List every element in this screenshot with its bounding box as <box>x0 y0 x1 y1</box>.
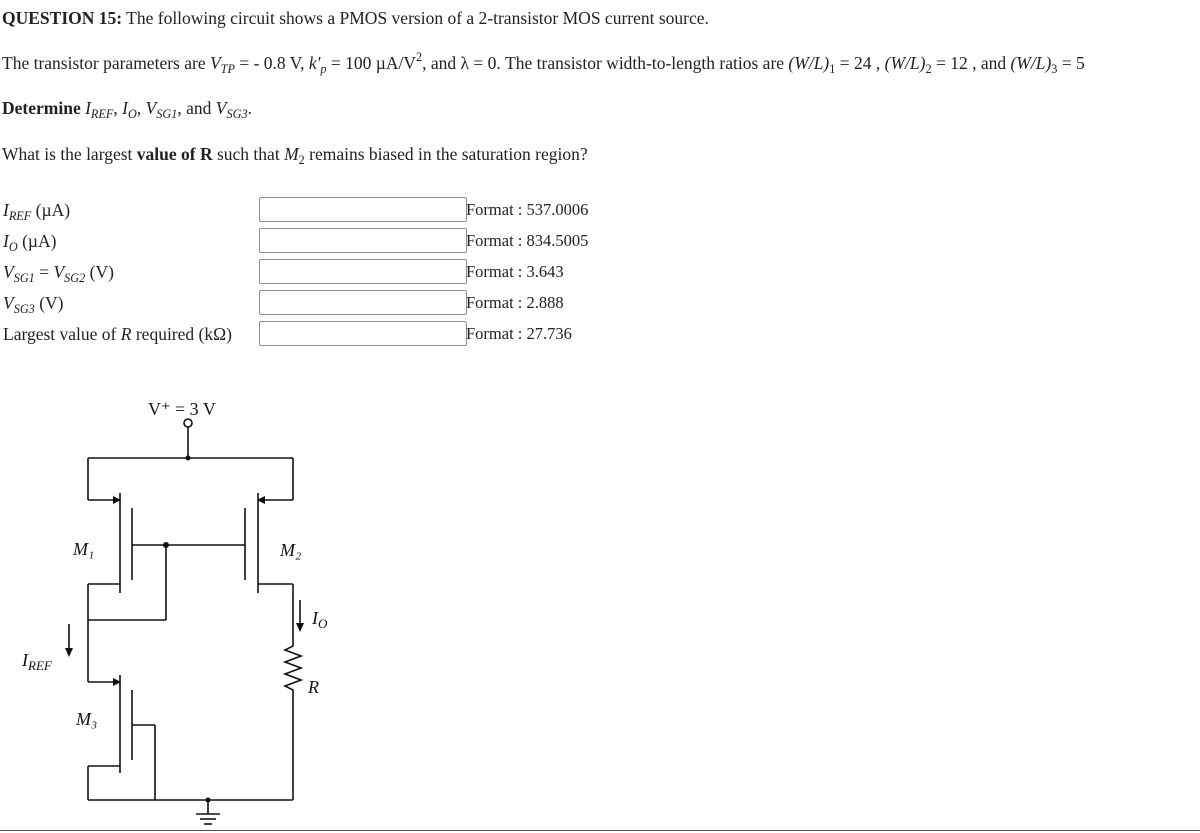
iref-symbol: I <box>85 98 91 118</box>
iref-diagram-subscript: REF <box>28 658 52 673</box>
question-number: QUESTION 15: <box>2 8 123 28</box>
m1-label: M₁ <box>73 539 95 559</box>
answer-row-vsg1 <box>3 259 703 285</box>
largest-mid: such that <box>216 144 280 164</box>
label-subscript: REF <box>8 209 32 223</box>
label-unit: (V) <box>34 293 64 313</box>
answer-label-iref <box>3 200 70 221</box>
r-answer-input[interactable] <box>259 321 467 346</box>
m2-label: M₂ <box>280 540 302 560</box>
largest-r-question <box>2 144 588 165</box>
vtp-value: = - 0.8 V, <box>239 53 305 73</box>
r-format-hint: Format : 27.736 <box>466 324 572 343</box>
label-equals: = <box>34 262 54 282</box>
supply-label: V⁺ = 3 V <box>148 399 216 419</box>
iref-answer-input[interactable] <box>259 197 467 222</box>
largest-bold: value of R <box>136 144 213 164</box>
label-subscript-2: SG2 <box>64 271 86 285</box>
answer-label-vsg1 <box>3 262 114 283</box>
io-format-hint: Format : 834.5005 <box>466 231 589 250</box>
circuit-wires <box>69 419 301 824</box>
io-diagram-symbol: I <box>312 608 318 628</box>
vtp-subscript: TP <box>220 62 235 76</box>
vsg3-symbol: V <box>215 98 227 118</box>
wl1-subscript: 1 <box>829 62 836 76</box>
transistor-params-text <box>2 50 1085 76</box>
kp-value: = 100 µA/V <box>330 53 416 73</box>
label-symbol: V <box>3 262 14 282</box>
lambda-text: , and λ = 0. The transistor width-to-length ratios are <box>422 53 785 73</box>
io-symbol: I <box>122 98 128 118</box>
vsg1-format-hint: Format : 3.643 <box>466 262 564 281</box>
vsg3-subscript: SG3 <box>226 107 248 121</box>
circuit-marks <box>65 456 304 803</box>
wl1-value: = 24 , <box>839 53 881 73</box>
iref-diagram-label <box>21 650 53 673</box>
label-symbol: I <box>3 200 9 220</box>
label-unit: (µA) <box>31 200 71 220</box>
answer-row-io <box>3 228 703 254</box>
wl2-subscript: 2 <box>925 62 932 76</box>
supply-junction <box>186 456 191 461</box>
determine-label: Determine <box>2 98 81 118</box>
vtp-symbol: V <box>209 53 221 73</box>
io-arrowhead <box>296 623 304 632</box>
label-unit: required (kΩ) <box>131 324 232 344</box>
iref-subscript: REF <box>90 107 114 121</box>
and-text: , and <box>177 98 212 118</box>
label-unit: (V) <box>85 262 114 282</box>
label-subscript: SG1 <box>13 271 35 285</box>
answer-label-vsg3 <box>3 293 63 314</box>
label-subscript: O <box>8 240 18 254</box>
determine-text: Determine $I_{REF}$, $I_O$, $V_{SG1}$, and $V_{SG3}$. <box>2 98 252 121</box>
wl1-symbol: (W/L) <box>788 53 830 73</box>
question-title-text: The following circuit shows a PMOS version of a 2-transistor MOS current source. <box>126 8 709 28</box>
label-symbol-2: V <box>53 262 65 282</box>
answer-row-r <box>3 321 703 347</box>
label-unit: (µA) <box>17 231 57 251</box>
io-diagram-subscript: O <box>318 616 328 631</box>
wl3-value: = 5 <box>1061 53 1085 73</box>
bottom-divider <box>0 830 1200 831</box>
answer-label-io <box>3 231 56 252</box>
label-subscript: SG3 <box>13 302 35 316</box>
answer-row-iref <box>3 197 703 223</box>
params-prefix: The transistor parameters are <box>2 53 206 73</box>
vsg1-symbol: V <box>145 98 157 118</box>
vsg1-answer-input[interactable] <box>259 259 467 284</box>
iref-arrowhead <box>65 648 73 657</box>
label-plain: Largest value of <box>3 324 121 344</box>
wl3-symbol: (W/L) <box>1010 53 1052 73</box>
wl3-subscript: 3 <box>1051 62 1058 76</box>
kp-exponent: 2 <box>415 50 423 64</box>
kp-subscript: p <box>320 62 327 76</box>
m2-symbol: M <box>284 144 299 164</box>
kp-symbol: k' <box>308 53 321 73</box>
label-symbol: I <box>3 231 9 251</box>
m2-subscript: 2 <box>298 153 305 167</box>
ground-junction <box>206 798 211 803</box>
answer-label-r <box>3 324 232 345</box>
iref-format-hint: Format : 537.0006 <box>466 200 589 219</box>
supply-terminal <box>184 419 192 427</box>
io-subscript: O <box>127 107 137 121</box>
io-answer-input[interactable] <box>259 228 467 253</box>
r-diagram-label: R <box>308 677 319 697</box>
vsg1-subscript: SG1 <box>156 107 178 121</box>
vsg3-format-hint: Format : 2.888 <box>466 293 564 312</box>
io-diagram-label <box>311 608 328 631</box>
label-symbol: V <box>3 293 14 313</box>
wl2-value: = 12 , and <box>935 53 1007 73</box>
resistor <box>285 638 301 800</box>
vsg3-answer-input[interactable] <box>259 290 467 315</box>
question-title <box>2 8 709 29</box>
gate-junction <box>163 542 169 548</box>
circuit-diagram <box>0 380 420 830</box>
answer-row-vsg3 <box>3 290 703 316</box>
wl2-symbol: (W/L) <box>884 53 926 73</box>
largest-suffix: remains biased in the saturation region? <box>309 144 588 164</box>
iref-diagram-symbol: I <box>22 650 28 670</box>
label-symbol: R <box>120 324 132 344</box>
largest-prefix: What is the largest <box>2 144 133 164</box>
m3-label: M₃ <box>76 709 98 729</box>
